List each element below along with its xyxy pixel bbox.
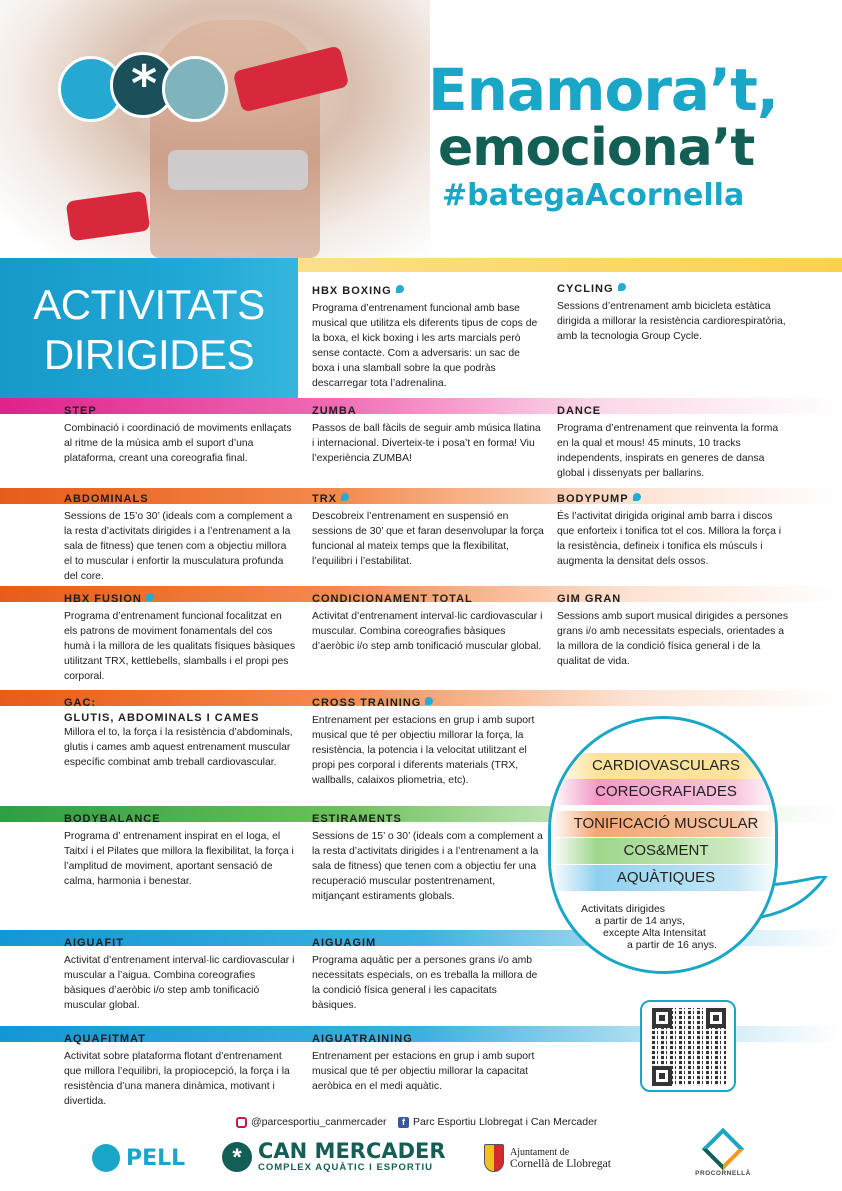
cardio-band xyxy=(298,258,842,272)
facebook-icon: f xyxy=(398,1117,409,1128)
activity-description: Activitat d’entrenament interval·lic cardiovascular i muscular. Combina coreografies bàsiques d’aeròbic i/o step amb tonificació muscular global. xyxy=(312,611,543,652)
activity-aiguafit xyxy=(64,936,296,1013)
qr-finder xyxy=(706,1008,726,1028)
activity-description: Activitat sobre plataforma flotant d’entrenament que millora l’equilibri, la propiocepció, la força i la resistència d’una manera dinàmica, motivant i divertida. xyxy=(64,1051,290,1107)
activity-gac xyxy=(64,696,296,770)
activity-description: Programa d’ entrenament inspirat en el Ioga, el Taitxí i el Pilates que millora la flexibilitat, la força i l’amplitud de moviment, aportant sensació de calma, harmonia i benestar. xyxy=(64,831,294,887)
dumbbell-image xyxy=(66,191,151,242)
activity-description: És l’activitat dirigida original amb barra i discos que enforteix i tonifica tot el cos. Millora la força i la resistència, defineix i tonifica els músculs i augmenta la densitat dels ossos. xyxy=(557,511,782,567)
activity-condicionament-total xyxy=(312,592,544,654)
activity-name: CYCLING xyxy=(557,283,614,295)
activity-name: DANCE xyxy=(557,405,602,417)
instagram-icon xyxy=(236,1117,247,1128)
activity-description: Entrenament per estacions en grup i amb suport musical que té per objectiu millorar la capacitat aeròbica en el medi aquàtic. xyxy=(312,1051,535,1092)
activity-name: STEP xyxy=(64,405,97,417)
instagram-handle[interactable]: @parcesportiu_canmercader xyxy=(236,1116,387,1128)
activity-hbx-fusion xyxy=(64,592,296,684)
page-title: ACTIVITATS DIRIGIDES xyxy=(33,281,265,378)
activity-aquafitmat xyxy=(64,1032,296,1109)
qr-finder xyxy=(652,1066,672,1086)
speech-bubble-icon xyxy=(633,493,641,501)
activity-aiguatraining xyxy=(312,1032,544,1094)
asterisk-icon: * xyxy=(222,1142,252,1172)
facebook-page[interactable]: f Parc Esportiu Llobregat i Can Mercader xyxy=(398,1116,597,1128)
hero-photo xyxy=(0,0,430,258)
legend-item-choreo: COREOGRAFIADES xyxy=(551,779,778,805)
legend-item-toning: TONIFICACIÓ MUSCULAR xyxy=(551,811,778,837)
procornella-logo: PROCORNELLÀ xyxy=(688,1134,758,1177)
activity-description: Passos de ball fàcils de seguir amb música llatina i internacional. Diverteix-te i posa’t en forma! Viu l’experiència ZUMBA! xyxy=(312,423,541,464)
activity-aiguagim xyxy=(312,936,544,1013)
legend-item-body-mind: COS&MENT xyxy=(551,838,778,864)
activity-description: Programa d’entrenament funcional focalitzat en els patrons de moviment fonamentals del cos humà i la millora de les qualitats físiques bàsiques utilitzant TRX, kettlebells, slamballs i el propi pes corporal. xyxy=(64,611,296,682)
activity-name: GIM GRAN xyxy=(557,593,622,605)
speech-bubble-icon xyxy=(396,285,404,293)
activity-description: Sessions d’entrenament amb bicicleta estàtica dirigida a millorar la resistència cardiorespiratòria, amb la tecnologia Group Cycle. xyxy=(557,301,786,342)
campaign-title-line2: emociona’t xyxy=(438,118,755,178)
activity-name: HBX BOXING xyxy=(312,285,392,297)
activity-name: ABDOMINALS xyxy=(64,493,149,505)
activity-name: CONDICIONAMENT TOTAL xyxy=(312,593,473,605)
activity-description: Entrenament per estacions en grup i amb suport musical que té per objectiu millorar la força, la resistència, la potencia i la velocitat utilitzant el propi pes corporal i diferents materials (TRX, wallballs, calaixos pliometria, etc). xyxy=(312,715,535,786)
campaign-hashtag: #bategaAcornella xyxy=(442,178,745,213)
qr-code[interactable] xyxy=(640,1000,736,1092)
activity-name: TRX xyxy=(312,493,337,505)
activity-name: GAC: xyxy=(64,697,97,709)
activity-estiraments xyxy=(312,812,544,904)
pell-globe-icon xyxy=(92,1144,120,1172)
speech-bubbles-logo xyxy=(58,52,228,128)
speech-bubble-icon xyxy=(425,697,433,705)
activity-bodypump xyxy=(557,492,789,569)
category-legend xyxy=(548,716,778,974)
asterisk-bubble-icon: * xyxy=(110,52,176,118)
hero-banner xyxy=(0,0,842,258)
qr-pattern xyxy=(652,1008,726,1086)
activity-name: ZUMBA xyxy=(312,405,357,417)
activity-name: HBX FUSION xyxy=(64,593,142,605)
speech-bubble-icon xyxy=(146,593,154,601)
activity-hbx-boxing xyxy=(312,284,544,391)
campaign-title-line1: Enamora’t, xyxy=(428,56,778,124)
activity-abdominals xyxy=(64,492,296,584)
age-note: Activitats dirigides a partir de 14 anys, excepte Alta Intensitat a partir de 16 anys. xyxy=(581,903,717,951)
activity-description: Sessions de 15’ o 30’ (ideals com a complement a la resta d’activitats dirigides i a l’entrenament a la sala de fitness) que tenen com a objectiu fer una recuperació muscular postentrenament, mitjançant estiraments globals. xyxy=(312,831,543,902)
activity-description: Programa d’entrenament que reinventa la forma en la qual et mous! 45 minuts, 10 tracks independents, inspirats en generes de dansa global i dissenyats per ballarins. xyxy=(557,423,779,479)
legend-item-aquatic: AQUÀTIQUES xyxy=(551,865,778,891)
activity-step xyxy=(64,404,296,466)
activity-description: Descobreix l’entrenament en suspensió en sessions de 30’ que et faran desenvolupar la força funcional al mateix temps que la flexibilitat, l’equilibri i l’estabilitat. xyxy=(312,511,544,567)
activity-trx xyxy=(312,492,544,569)
activity-description: Programa d’entrenament funcional amb base musical que utilitza els diferents tipus de cops de la boxa, el kick boxing i les arts marcials però sense contacte. Com a adversaris: un sac de boxa i una slamball sobre la que podràs descarregar tota l’adrenalina. xyxy=(312,303,538,389)
section-title-panel xyxy=(0,258,298,400)
activity-zumba xyxy=(312,404,544,466)
legend-item-cardio: CARDIOVASCULARS xyxy=(551,753,778,779)
activity-name: AIGUAFIT xyxy=(64,937,124,949)
activity-name: AIGUAGIM xyxy=(312,937,377,949)
activity-name: BODYPUMP xyxy=(557,493,629,505)
sports-top-image xyxy=(168,150,308,190)
speech-bubble-icon xyxy=(618,283,626,291)
ajuntament-logo: Ajuntament de Cornellà de Llobregat xyxy=(484,1144,611,1172)
procornella-icon xyxy=(702,1128,744,1170)
activity-bodybalance xyxy=(64,812,296,889)
activity-subname: GLUTIS, ABDOMINALS I CAMES xyxy=(64,712,260,724)
pell-logo: PELL xyxy=(92,1144,185,1172)
activity-description: Sessions de 15’o 30’ (ideals com a complement a la resta d’activitats dirigides i a l’entrenament a la sala de fitness) que tenen com a objectiu millora el to muscular i enfortir la musculatura profunda del core. xyxy=(64,511,293,582)
activity-name: AIGUATRAINING xyxy=(312,1033,413,1045)
qr-finder xyxy=(652,1008,672,1028)
activity-description: Combinació i coordinació de moviments enllaçats al ritme de la música amb el suport d’una plataforma, creant una coreografia final. xyxy=(64,423,292,464)
activity-cycling xyxy=(557,282,789,344)
activity-name: CROSS TRAINING xyxy=(312,697,422,709)
can-mercader-logo: * CAN MERCADER COMPLEX AQUÀTIC I ESPORTIU xyxy=(222,1140,446,1173)
activity-description: Activitat d’entrenament interval·lic cardiovascular i muscular a l’aigua. Combina coreografies bàsiques d’aeròbic i/o step amb tonificació muscular global. xyxy=(64,955,295,1011)
activity-name: ESTIRAMENTS xyxy=(312,813,402,825)
activity-description: Programa aquàtic per a persones grans i/o amb necessitats especials, on es treballa la millora de la condició física general i les capacitats bàsiques. xyxy=(312,955,538,1011)
gym-bubble-icon xyxy=(162,56,228,122)
activity-dance xyxy=(557,404,789,481)
activity-description: Sessions amb suport musical dirigides a persones grans i/o amb necessitats especials, orientades a la millora de la condició física general i de la qualitat de vida. xyxy=(557,611,789,667)
activity-cross-training xyxy=(312,696,544,788)
speech-bubble-icon xyxy=(341,493,349,501)
coat-of-arms-icon xyxy=(484,1144,504,1172)
activity-name: BODYBALANCE xyxy=(64,813,161,825)
activity-name: AQUAFITMAT xyxy=(64,1033,146,1045)
activity-gim-gran xyxy=(557,592,789,669)
activity-description: Millora el to, la força i la resistència d’abdominals, glutis i cames amb aquest entrenament muscular específic combinat amb treball cardiovascular. xyxy=(64,727,293,768)
